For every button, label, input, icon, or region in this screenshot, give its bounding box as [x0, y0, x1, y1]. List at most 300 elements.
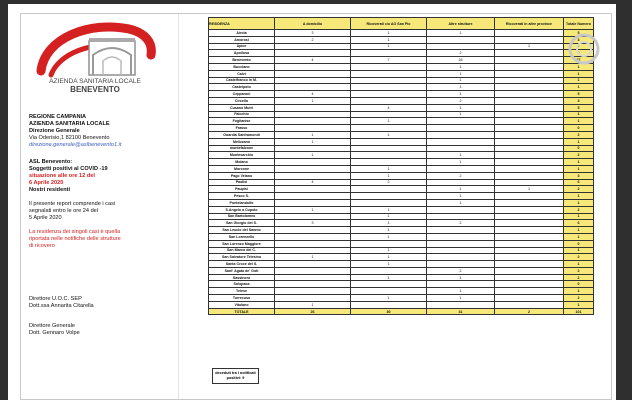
- residence-cell: Benevento: [209, 57, 275, 64]
- total-cell: 1: [564, 213, 594, 220]
- total-row-cell: 26: [275, 308, 351, 315]
- total-cell: 3: [564, 36, 594, 43]
- value-cell: [495, 274, 564, 281]
- value-cell: 1: [427, 159, 495, 166]
- value-cell: [275, 63, 351, 70]
- residence-cell: montefalcone: [209, 145, 275, 152]
- value-cell: 1: [351, 172, 427, 179]
- value-cell: [275, 199, 351, 206]
- residence-cell: Guardia Sanframondi: [209, 131, 275, 138]
- value-cell: [495, 30, 564, 37]
- value-cell: [427, 206, 495, 213]
- residence-cell: Apice: [209, 43, 275, 50]
- total-cell: 0: [564, 145, 594, 152]
- value-cell: [275, 43, 351, 50]
- table-row: [209, 301, 594, 308]
- residence-note-line1: La residenza dei singoli casi è quella: [29, 229, 121, 235]
- value-cell: [495, 267, 564, 274]
- total-cell: 1: [564, 70, 594, 77]
- table-row: [209, 70, 594, 77]
- residence-cell: Faicchio: [209, 111, 275, 118]
- signature1-title: Direttore U.O.C. SEP: [29, 296, 82, 302]
- value-cell: [495, 206, 564, 213]
- value-cell: [427, 240, 495, 247]
- total-cell: 2: [564, 206, 594, 213]
- value-cell: [427, 131, 495, 138]
- residence-cell: San Salvatore Telesino: [209, 254, 275, 261]
- total-cell: 1: [564, 193, 594, 200]
- table-header: [209, 18, 594, 30]
- total-cell: 2: [564, 186, 594, 193]
- value-cell: [351, 111, 427, 118]
- residence-cell: Vitulano: [209, 301, 275, 308]
- value-cell: [495, 240, 564, 247]
- value-cell: 16: [427, 57, 495, 64]
- table-row: [209, 281, 594, 288]
- value-cell: 1: [427, 63, 495, 70]
- total-cell: 1: [564, 227, 594, 234]
- report-note-line2: segnalati entro le ore 24 del: [29, 208, 99, 214]
- value-cell: 1: [351, 261, 427, 268]
- value-cell: [275, 145, 351, 152]
- table-row: [209, 233, 594, 240]
- total-cell: 1: [564, 63, 594, 70]
- table-row: [209, 274, 594, 281]
- value-cell: 1: [495, 43, 564, 50]
- value-cell: [495, 281, 564, 288]
- address: Via Oderisio,1 82100 Benevento: [29, 135, 110, 141]
- value-cell: 3: [275, 220, 351, 227]
- residence-cell: Castelpoto: [209, 84, 275, 91]
- total-cell: 1: [564, 261, 594, 268]
- value-cell: [495, 118, 564, 125]
- table-row: [209, 227, 594, 234]
- value-cell: [351, 199, 427, 206]
- value-cell: [351, 91, 427, 98]
- residence-cell: Amorosi: [209, 36, 275, 43]
- value-cell: 1: [427, 77, 495, 84]
- value-cell: 3: [275, 30, 351, 37]
- value-cell: 1: [427, 104, 495, 111]
- table-row: [209, 240, 594, 247]
- value-cell: 7: [351, 57, 427, 64]
- value-cell: 2: [351, 179, 427, 186]
- residence-cell: Montesarchio: [209, 152, 275, 159]
- table-row: [209, 288, 594, 295]
- dept-name: Direzione Generale: [29, 128, 80, 134]
- value-cell: [495, 50, 564, 57]
- value-cell: 1: [275, 152, 351, 159]
- residence-cell: Bucciano: [209, 63, 275, 70]
- value-cell: [275, 193, 351, 200]
- value-cell: [495, 131, 564, 138]
- value-cell: 1: [351, 254, 427, 261]
- value-cell: [351, 63, 427, 70]
- table-row: [209, 138, 594, 145]
- table-row: [209, 159, 594, 166]
- value-cell: [351, 288, 427, 295]
- value-cell: 1: [351, 30, 427, 37]
- value-cell: [427, 118, 495, 125]
- value-cell: 2: [427, 50, 495, 57]
- report-page: [20, 13, 612, 400]
- total-cell: 1: [564, 247, 594, 254]
- residence-cell: Circello: [209, 97, 275, 104]
- value-cell: [427, 165, 495, 172]
- value-cell: [275, 111, 351, 118]
- total-cell: 1: [564, 301, 594, 308]
- value-cell: 1: [351, 206, 427, 213]
- value-cell: [495, 220, 564, 227]
- value-cell: [351, 125, 427, 132]
- residence-cell: Pontelandolfo: [209, 199, 275, 206]
- value-cell: 1: [275, 254, 351, 261]
- residence-cell: Calvi: [209, 70, 275, 77]
- value-cell: 1: [427, 152, 495, 159]
- value-cell: [427, 247, 495, 254]
- total-cell: 1: [564, 77, 594, 84]
- table-row: [209, 172, 594, 179]
- value-cell: [275, 281, 351, 288]
- situation-time: situazione alle ore 12 del: [29, 173, 95, 179]
- value-cell: 1: [427, 91, 495, 98]
- value-cell: [495, 125, 564, 132]
- value-cell: [427, 213, 495, 220]
- signature2-title: Direttore Generale: [29, 323, 76, 329]
- value-cell: [427, 43, 495, 50]
- residence-cell: Castelfranco in M.: [209, 77, 275, 84]
- value-cell: [427, 233, 495, 240]
- deaths-note-line1: deceduti tra i notificati: [215, 371, 256, 375]
- value-cell: [495, 172, 564, 179]
- value-cell: [427, 227, 495, 234]
- header-cell: Altre strutture: [427, 18, 495, 30]
- header-cell: Totale Numero: [564, 18, 594, 30]
- value-cell: 1: [427, 30, 495, 37]
- residence-cell: S.Angelo a Cupolo: [209, 206, 275, 213]
- table-row: [209, 97, 594, 104]
- residence-cell: Molano: [209, 159, 275, 166]
- table-row: [209, 179, 594, 186]
- value-cell: [427, 254, 495, 261]
- total-cell: 2: [564, 50, 594, 57]
- residence-cell: Cusano Mutri: [209, 104, 275, 111]
- residence-cell: Airola: [209, 30, 275, 37]
- value-cell: 1: [275, 138, 351, 145]
- value-cell: 1: [427, 186, 495, 193]
- total-cell: 1: [564, 84, 594, 91]
- value-cell: 1: [351, 227, 427, 234]
- table-body: [209, 30, 594, 315]
- value-cell: 1: [427, 199, 495, 206]
- value-cell: [275, 77, 351, 84]
- value-cell: 2: [275, 36, 351, 43]
- table-row: [209, 111, 594, 118]
- value-cell: 1: [275, 206, 351, 213]
- value-cell: [495, 193, 564, 200]
- total-cell: 27: [564, 57, 594, 64]
- table-row: [209, 186, 594, 193]
- table-row: [209, 125, 594, 132]
- total-cell: 2: [564, 274, 594, 281]
- total-cell: 1: [564, 165, 594, 172]
- value-cell: 1: [427, 288, 495, 295]
- value-cell: [495, 138, 564, 145]
- value-cell: [495, 247, 564, 254]
- value-cell: 1: [427, 274, 495, 281]
- value-cell: 2: [427, 97, 495, 104]
- residence-note-line3: di ricovero: [29, 243, 55, 249]
- residence-cell: Apollosa: [209, 50, 275, 57]
- total-row-cell: 101: [564, 308, 594, 315]
- value-cell: 1: [427, 70, 495, 77]
- value-cell: [351, 77, 427, 84]
- email-link[interactable]: direzione.generale@aslbenevento1.it: [29, 142, 122, 148]
- value-cell: 2: [427, 172, 495, 179]
- value-cell: [495, 165, 564, 172]
- residence-cell: San Bartolomeo: [209, 213, 275, 220]
- value-cell: [351, 70, 427, 77]
- value-cell: 4: [275, 91, 351, 98]
- table-row: [209, 165, 594, 172]
- value-cell: [495, 77, 564, 84]
- value-cell: 1: [495, 186, 564, 193]
- total-cell: 3: [564, 172, 594, 179]
- region-name: REGIONE CAMPANIA: [29, 114, 87, 120]
- table-row: [209, 43, 594, 50]
- deaths-note: [212, 368, 259, 384]
- value-cell: [427, 138, 495, 145]
- value-cell: [275, 261, 351, 268]
- report-note-line1: Il presente report comprende i casi: [29, 201, 116, 207]
- total-cell: 2: [564, 267, 594, 274]
- total-cell: 2: [564, 295, 594, 302]
- residents-heading: Nostri residenti: [29, 187, 71, 193]
- value-cell: [351, 159, 427, 166]
- total-cell: 1: [564, 199, 594, 206]
- value-cell: [495, 152, 564, 159]
- table-row: [209, 295, 594, 302]
- total-cell: 5: [564, 91, 594, 98]
- residence-cell: Solopaca: [209, 281, 275, 288]
- value-cell: 1: [351, 213, 427, 220]
- table-row: [209, 261, 594, 268]
- value-cell: [495, 288, 564, 295]
- residence-cell: San Marco dei C.: [209, 247, 275, 254]
- value-cell: [351, 138, 427, 145]
- table-row: [209, 152, 594, 159]
- value-cell: [275, 70, 351, 77]
- total-cell: 6: [564, 220, 594, 227]
- residence-cell: Sassinoro: [209, 274, 275, 281]
- value-cell: [275, 288, 351, 295]
- value-cell: 1: [351, 220, 427, 227]
- value-cell: [427, 179, 495, 186]
- signature1-name: Dott.ssa Annarita Citarella: [29, 303, 94, 309]
- residence-cell: Pago Veiano: [209, 172, 275, 179]
- divider: [178, 14, 179, 399]
- table-row: [209, 57, 594, 64]
- value-cell: [495, 233, 564, 240]
- value-cell: 4: [351, 104, 427, 111]
- value-cell: 1: [275, 301, 351, 308]
- value-cell: 1: [351, 118, 427, 125]
- total-row-cell: 2: [495, 308, 564, 315]
- value-cell: 1: [427, 193, 495, 200]
- table-row: [209, 199, 594, 206]
- value-cell: [427, 281, 495, 288]
- value-cell: 1: [351, 295, 427, 302]
- table-row: [209, 220, 594, 227]
- total-cell: 1: [564, 111, 594, 118]
- logo-line1: AZIENDA SANITARIA LOCALE: [49, 78, 141, 85]
- table-row: [209, 118, 594, 125]
- value-cell: 1: [351, 233, 427, 240]
- value-cell: [351, 97, 427, 104]
- total-cell: 2: [564, 254, 594, 261]
- value-cell: [495, 111, 564, 118]
- asl-heading: ASL Benevento:: [29, 159, 73, 165]
- value-cell: [275, 186, 351, 193]
- residence-cell: Torrecuso: [209, 295, 275, 302]
- value-cell: 1: [427, 84, 495, 91]
- value-cell: [495, 57, 564, 64]
- total-row: [209, 308, 594, 315]
- value-cell: [351, 267, 427, 274]
- value-cell: [275, 50, 351, 57]
- value-cell: [275, 227, 351, 234]
- residence-cell: Santa Croce del S.: [209, 261, 275, 268]
- value-cell: 1: [275, 131, 351, 138]
- value-cell: [495, 104, 564, 111]
- sidebar: [21, 14, 171, 399]
- logo-line2: BENEVENTO: [70, 85, 120, 94]
- value-cell: 2: [427, 267, 495, 274]
- total-row-cell: TOTALE: [209, 308, 275, 315]
- value-cell: 1: [351, 131, 427, 138]
- cases-table: [208, 17, 594, 315]
- value-cell: [275, 165, 351, 172]
- value-cell: [351, 301, 427, 308]
- value-cell: [495, 91, 564, 98]
- total-row-cell: 30: [351, 308, 427, 315]
- total-cell: 1: [564, 138, 594, 145]
- table-row: [209, 193, 594, 200]
- value-cell: [275, 125, 351, 132]
- value-cell: [495, 254, 564, 261]
- value-cell: 1: [351, 247, 427, 254]
- table-row: [209, 77, 594, 84]
- total-cell: 1: [564, 233, 594, 240]
- value-cell: [495, 70, 564, 77]
- total-cell: 2: [564, 131, 594, 138]
- value-cell: 1: [275, 97, 351, 104]
- header-cell: A domicilio: [275, 18, 351, 30]
- value-cell: [351, 240, 427, 247]
- value-cell: [427, 145, 495, 152]
- total-cell: 2: [564, 43, 594, 50]
- value-cell: [495, 97, 564, 104]
- total-cell: 1: [564, 118, 594, 125]
- residence-cell: Pesco S.: [209, 193, 275, 200]
- value-cell: 1: [351, 274, 427, 281]
- value-cell: [495, 301, 564, 308]
- table-row: [209, 91, 594, 98]
- total-cell: 2: [564, 152, 594, 159]
- header-cell: Ricoverati in altre province: [495, 18, 564, 30]
- residence-cell: Paupisi: [209, 186, 275, 193]
- value-cell: [351, 281, 427, 288]
- table-row: [209, 30, 594, 37]
- value-cell: 1: [351, 43, 427, 50]
- value-cell: 4: [275, 179, 351, 186]
- value-cell: 4: [275, 57, 351, 64]
- residence-cell: Sant' Agata de' Goti: [209, 267, 275, 274]
- value-cell: [495, 227, 564, 234]
- residence-cell: Foglianise: [209, 118, 275, 125]
- value-cell: [427, 36, 495, 43]
- value-cell: [495, 36, 564, 43]
- value-cell: [351, 193, 427, 200]
- total-cell: 6: [564, 179, 594, 186]
- residence-cell: Melizzano: [209, 138, 275, 145]
- value-cell: [427, 125, 495, 132]
- value-cell: [495, 179, 564, 186]
- residence-cell: Frasso: [209, 125, 275, 132]
- header-cell: RESIDENZA: [209, 18, 275, 30]
- residence-note-line2: riportata nelle notifiche delle strutture: [29, 236, 121, 242]
- residence-cell: Telese: [209, 288, 275, 295]
- value-cell: 1: [427, 295, 495, 302]
- table-row: [209, 206, 594, 213]
- table-row: [209, 63, 594, 70]
- value-cell: [275, 104, 351, 111]
- value-cell: [427, 261, 495, 268]
- value-cell: [495, 145, 564, 152]
- value-cell: [495, 199, 564, 206]
- value-cell: [495, 63, 564, 70]
- total-cell: 0: [564, 125, 594, 132]
- value-cell: [275, 172, 351, 179]
- table-row: [209, 254, 594, 261]
- table-row: [209, 247, 594, 254]
- value-cell: [495, 213, 564, 220]
- value-cell: [351, 186, 427, 193]
- residence-cell: Paolisi: [209, 179, 275, 186]
- total-cell: 1: [564, 159, 594, 166]
- value-cell: 1: [427, 111, 495, 118]
- value-cell: [495, 159, 564, 166]
- value-cell: 1: [351, 36, 427, 43]
- value-cell: [275, 213, 351, 220]
- value-cell: [351, 50, 427, 57]
- value-cell: [275, 247, 351, 254]
- header-cell: Ricoverati c/o AO San Pio: [351, 18, 427, 30]
- table-row: [209, 84, 594, 91]
- value-cell: [351, 145, 427, 152]
- value-cell: [275, 233, 351, 240]
- residence-cell: Cepparoni: [209, 91, 275, 98]
- value-cell: [275, 118, 351, 125]
- total-cell: 0: [564, 240, 594, 247]
- value-cell: [351, 152, 427, 159]
- signature2-name: Dott. Gennaro Volpe: [29, 330, 80, 336]
- residence-cell: San Lorenzello: [209, 233, 275, 240]
- value-cell: [427, 301, 495, 308]
- value-cell: [351, 84, 427, 91]
- org-name: AZIENDA SANITARIA LOCALE: [29, 121, 110, 127]
- watermark-icon: [567, 32, 601, 66]
